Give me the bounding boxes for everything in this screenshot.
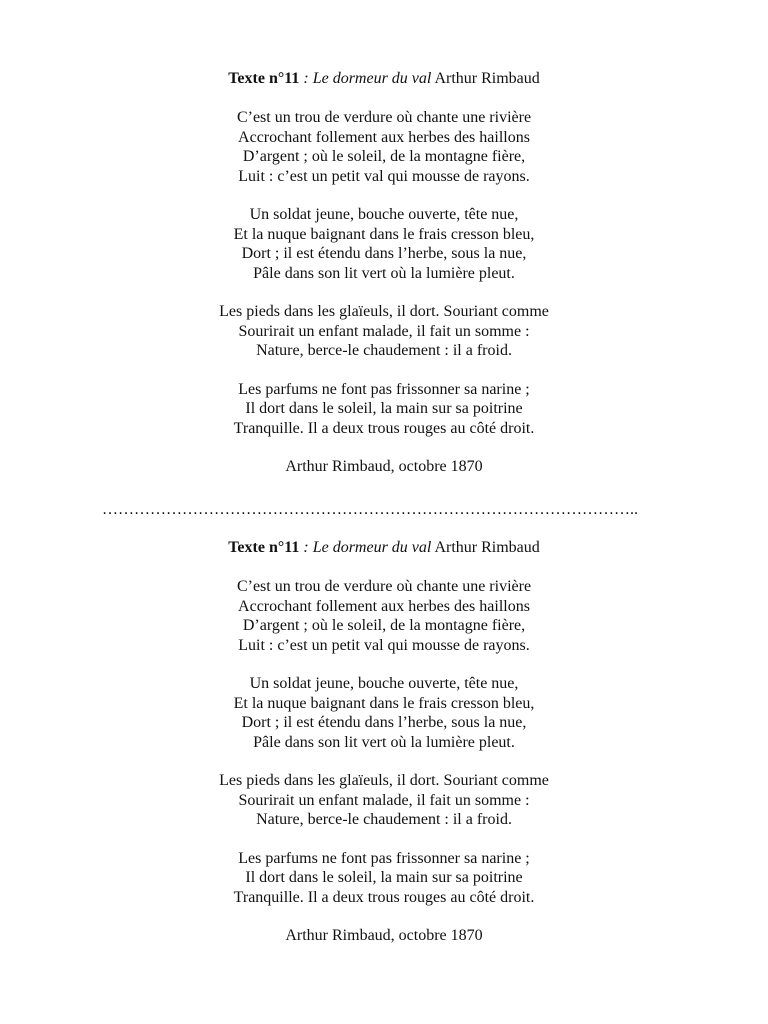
- verse-line: D’argent ; où le soleil, de la montagne fière,: [242, 617, 526, 634]
- heading-separator: :: [299, 70, 313, 87]
- verse-line: Et la nuque baignant dans le frais cresson bleu,: [233, 694, 535, 712]
- verse-line: Accrochant follement aux herbes des haillons: [238, 128, 530, 146]
- verse-line: Et la nuque baignant dans le frais cresson bleu,: [233, 225, 535, 243]
- verse-line: Les pieds dans les glaïeuls, il dort. Souriant comme: [219, 303, 549, 320]
- stanza-4: [0, 830, 768, 908]
- verse-line: Il dort dans le soleil, la main sur sa poitrine: [245, 400, 523, 417]
- verse-line: Pâle dans son lit vert où la lumière pleut.: [253, 733, 515, 751]
- heading-separator: :: [299, 539, 313, 556]
- poem-author: Arthur Rimbaud: [431, 539, 540, 556]
- verse-line: Accrochant follement aux herbes des haillons: [238, 597, 530, 615]
- verse-line: Luit : c’est un petit val qui mousse de rayons.: [238, 636, 530, 654]
- verse-line: Pâle dans son lit vert où la lumière pleut.: [253, 264, 515, 282]
- verse-line: C’est un trou de verdure où chante une rivière: [236, 578, 532, 595]
- verse-line: Tranquille. Il a deux trous rouges au côté droit.: [233, 419, 535, 437]
- verse-line: Tranquille. Il a deux trous rouges au côté droit.: [233, 888, 535, 906]
- verse-line: Nature, berce-le chaudement : il a froid.: [256, 342, 512, 359]
- poem-copy-2: [0, 538, 768, 946]
- stanza-4: [0, 361, 768, 439]
- poem-title: Le dormeur du val: [312, 70, 432, 87]
- verse-line: Sourirait un enfant malade, il fait un somme :: [238, 791, 530, 809]
- verse-line: Il dort dans le soleil, la main sur sa poitrine: [245, 869, 523, 886]
- verse-line: Les parfums ne font pas frissonner sa narine ;: [238, 380, 530, 398]
- verse-line: Les parfums ne font pas frissonner sa narine ;: [238, 849, 530, 867]
- poem-heading: [0, 538, 768, 558]
- verse-line: Sourirait un enfant malade, il fait un somme :: [238, 322, 530, 340]
- dotted-separator: ………………………………………………………………………………………..: [102, 501, 638, 518]
- verse-line: Les pieds dans les glaïeuls, il dort. Souriant comme: [219, 772, 549, 789]
- verse-line: D’argent ; où le soleil, de la montagne fière,: [242, 148, 526, 165]
- text-number-label: Texte n°11: [228, 539, 300, 556]
- poem-heading: [0, 69, 768, 89]
- verse-line: Nature, berce-le chaudement : il a froid.: [256, 811, 512, 828]
- verse-line: Un soldat jeune, bouche ouverte, tête nue,: [249, 206, 519, 223]
- verse-line: Un soldat jeune, bouche ouverte, tête nue,: [249, 675, 519, 692]
- verse-line: Luit : c’est un petit val qui mousse de rayons.: [238, 167, 530, 185]
- poem-author: Arthur Rimbaud: [431, 70, 540, 87]
- poem-title: Le dormeur du val: [312, 539, 432, 556]
- verse-line: Dort ; il est étendu dans l’herbe, sous la nue,: [241, 714, 527, 731]
- stanza-1: [0, 89, 768, 186]
- poem-signature: Arthur Rimbaud, octobre 1870: [285, 458, 483, 475]
- stanza-3: [0, 752, 768, 830]
- stanza-3: [0, 283, 768, 361]
- poem-signature: Arthur Rimbaud, octobre 1870: [285, 927, 483, 944]
- text-number-label: Texte n°11: [228, 70, 300, 87]
- verse-line: C’est un trou de verdure où chante une rivière: [236, 109, 532, 126]
- verse-line: Dort ; il est étendu dans l’herbe, sous la nue,: [241, 245, 527, 262]
- stanza-2: [0, 186, 768, 283]
- poem-copy-1: [0, 69, 768, 477]
- stanza-1: [0, 558, 768, 655]
- stanza-2: [0, 655, 768, 752]
